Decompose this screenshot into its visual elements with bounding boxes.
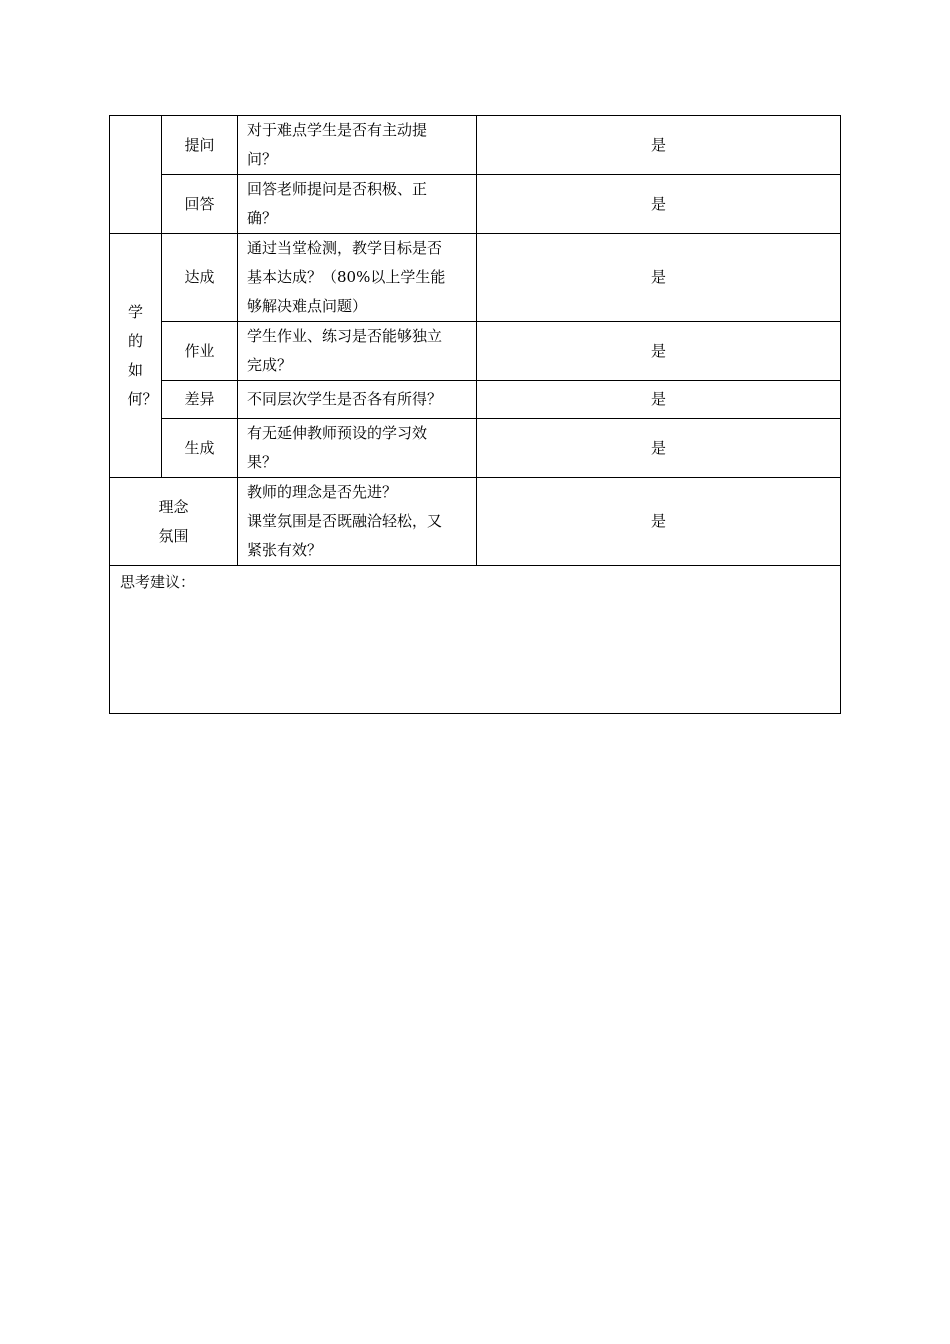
category-cell-blank	[110, 116, 162, 234]
table-row	[110, 478, 841, 566]
table-row	[110, 116, 841, 175]
evaluation-table	[109, 115, 841, 714]
question-line: 教师的理念是否先进？	[247, 483, 398, 501]
question-line: 不同层次学生是否各有所得？	[247, 390, 443, 408]
criterion-answer: 是	[477, 419, 841, 478]
category-cell-learning	[110, 234, 162, 478]
criterion-answer: 是	[477, 116, 841, 175]
question-line: 基本达成？（80%以上学生能	[247, 268, 446, 286]
criterion-question	[238, 322, 477, 381]
criterion-label: 作业	[162, 322, 238, 381]
criterion-question	[238, 116, 477, 175]
criterion-answer: 是	[477, 322, 841, 381]
question-line: 确？	[247, 209, 278, 227]
criterion-question	[238, 234, 477, 322]
criterion-answer: 是	[477, 381, 841, 419]
question-line: 紧张有效？	[247, 541, 323, 559]
criterion-question	[238, 478, 477, 566]
table-row	[110, 322, 841, 381]
table-row	[110, 175, 841, 234]
question-line: 问？	[247, 150, 278, 168]
criterion-answer: 是	[477, 175, 841, 234]
idea-label-line: 氛围	[158, 526, 189, 545]
criterion-answer: 是	[477, 234, 841, 322]
criterion-question	[238, 381, 477, 419]
question-line: 对于难点学生是否有主动提	[247, 121, 428, 139]
question-line: 课堂氛围是否既融洽轻松，又	[247, 512, 443, 530]
criterion-label: 差异	[162, 381, 238, 419]
criterion-question	[238, 175, 477, 234]
criterion-label: 达成	[162, 234, 238, 322]
criterion-label: 回答	[162, 175, 238, 234]
notes-cell	[110, 566, 841, 714]
question-line: 够解决难点问题）	[247, 297, 368, 315]
question-line: 通过当堂检测，教学目标是否	[247, 239, 443, 257]
table-row	[110, 381, 841, 419]
table-row	[110, 419, 841, 478]
idea-label-line: 理念	[158, 497, 189, 516]
idea-atmosphere-label	[110, 478, 238, 566]
question-line: 完成？	[247, 356, 293, 374]
notes-row	[110, 566, 841, 714]
question-line: 有无延伸教师预设的学习效	[247, 424, 428, 442]
category-label-vertical: 学的如何？	[127, 302, 158, 408]
criterion-label: 生成	[162, 419, 238, 478]
criterion-label: 提问	[162, 116, 238, 175]
question-line: 回答老师提问是否积极、正	[247, 180, 428, 198]
question-line: 学生作业、练习是否能够独立	[247, 327, 443, 345]
table-row	[110, 234, 841, 322]
criterion-answer: 是	[477, 478, 841, 566]
question-line: 果？	[247, 453, 278, 471]
criterion-question	[238, 419, 477, 478]
evaluation-sheet	[109, 115, 841, 714]
notes-label: 思考建议：	[120, 573, 196, 591]
